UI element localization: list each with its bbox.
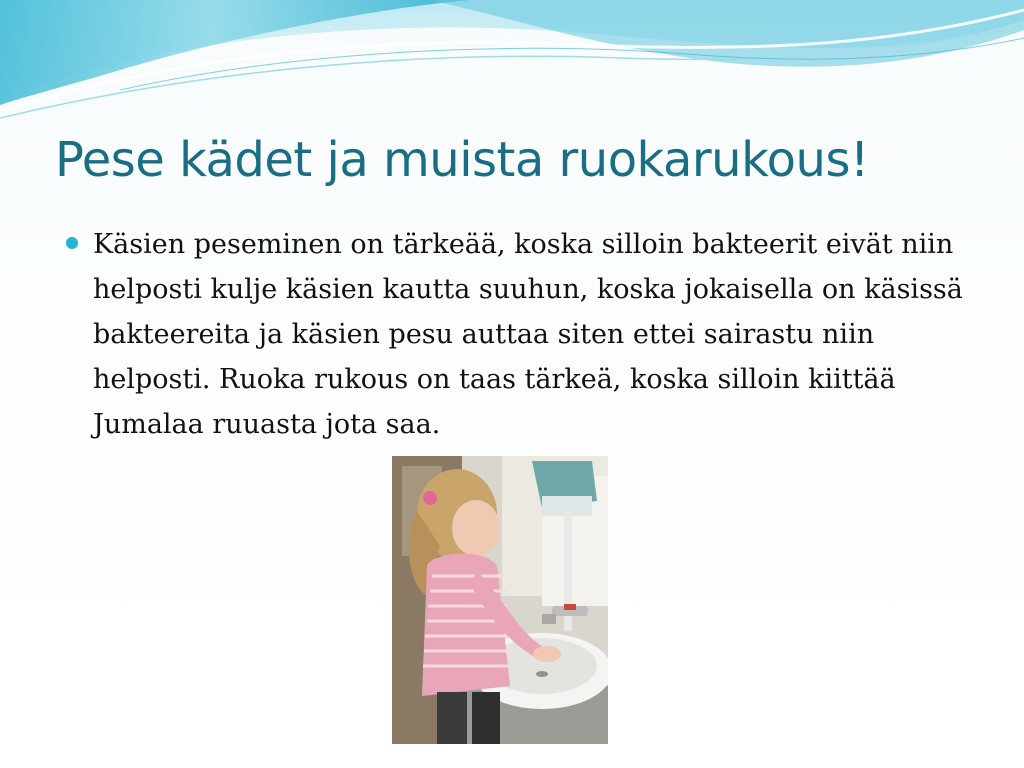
bullet-text: Käsien peseminen on tärkeää, koska silloin bakteerit eivät niin helposti kulje käsien kautta suuhun, koska jokaisella on käsissä bakteereita ja käsien pesu auttaa siten ettei sairastu niin helposti. Ruoka rukous on taas tärkeä, koska silloin kiittää Jumalaa ruuasta jota saa. [93,229,963,440]
wave-header-decoration [0,0,1024,130]
bullet-dot-icon [66,237,78,249]
bullet-item [60,222,970,447]
photo-girl-washing-hands [392,456,608,744]
bullet-list [60,222,970,447]
slide-title: Pese kädet ja muista ruokarukous! [55,132,869,188]
